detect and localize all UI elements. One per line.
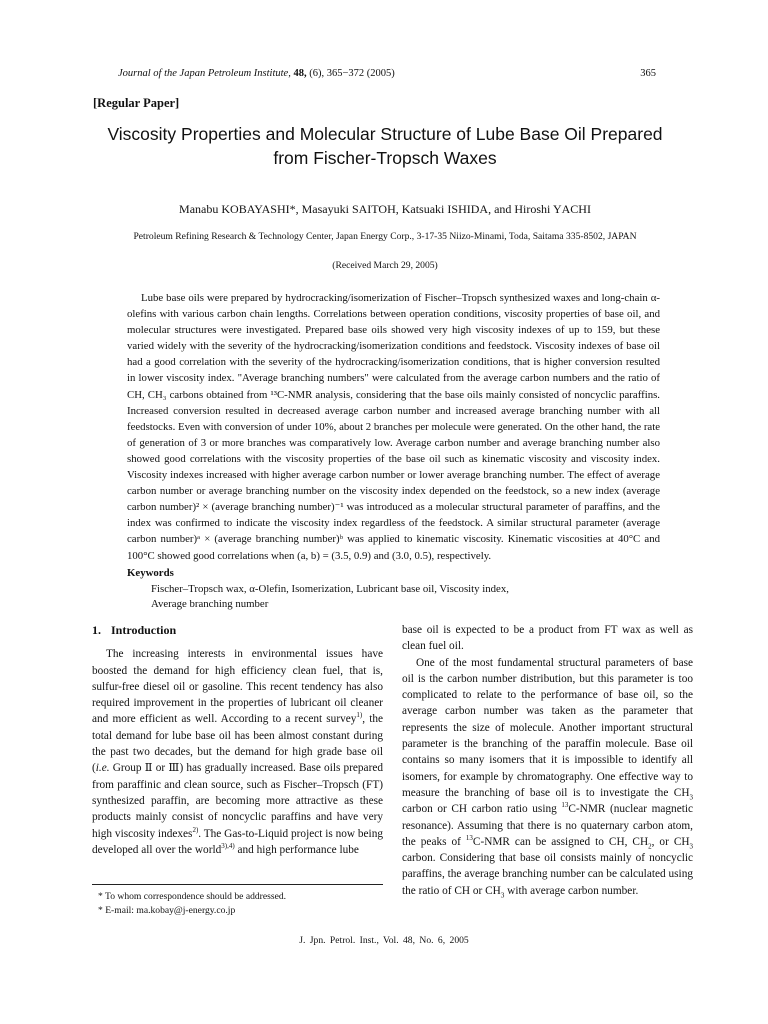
keywords-line: Fischer–Tropsch wax, α-Olefin, Isomerization, Lubricant base oil, Viscosity index, — [151, 582, 509, 595]
column-left — [92, 622, 383, 858]
paper-type: [Regular Paper] — [93, 96, 180, 110]
keywords-heading: Keywords — [127, 567, 174, 579]
footnote: * To whom correspondence should be addressed. — [98, 891, 287, 902]
affiliation: Petroleum Refining Research & Technology Center, Japan Energy Corp., 3-17-35 Niizo-Minami, Toda, Saitama 335-8502, JAPAN — [133, 231, 637, 242]
section-heading-introduction: 1. Introduction — [92, 623, 177, 637]
keywords-line: Average branching number — [151, 598, 269, 610]
intro-paragraph: The increasing interests in environmental issues have boosted the demand for high efficiency clean fuel, that is, sulfur-free diesel oil or gasoline. This recent tendency has also required improvement in the properties of lubricant oil cleaner and more efficient as well. According to a recent survey$^{1)}$, the total demand for lube base oil has been almost constant during the past two decades, but the demand for high grade base oil (i.e. Group Ⅱ or Ⅲ) has gradually increased. Base oils prepared from paraffinic and clean source, such as Fischer–Tropsch (FT) synthesized paraffin, are becoming more attractive as these products mainly consist of noncyclic paraffins and have very high viscosity indexes$^{2)}$. The Gas-to-Liquid project is now being developed all over the world$^{3),4)}$ and high performance lube — [92, 648, 383, 856]
page-footer: J. Jpn. Petrol. Inst., Vol. 48, No. 6, 2005 — [299, 935, 469, 946]
footnotes — [92, 890, 383, 918]
keywords-block — [127, 566, 660, 613]
footnote-divider — [92, 884, 383, 885]
footnote: * E-mail: ma.kobay@j-energy.co.jp — [98, 905, 236, 916]
intro-paragraph-continued: base oil is expected to be a product from FT wax as well as clean fuel oil. — [402, 624, 693, 653]
received-date: (Received March 29, 2005) — [332, 260, 438, 271]
abstract — [127, 290, 660, 564]
author-list: Manabu KOBAYASHI*, Masayuki SAITOH, Katsuaki ISHIDA, and Hiroshi YACHI — [179, 202, 591, 216]
intro-paragraph: One of the most fundamental structural parameters of base oil is the carbon number distribution, but this parameter is too complicated to relate to the performance of base oil, so the average carbon number was taken as the parameter that represents the size of molecule. Another important structural parameter is the branching of the paraffin molecule. Base oil contains so many isomers that it is impossible to identify all isomers, for example by chromatography. One effective way to measure the branching of base oil is to investigate the $CH_3$ carbon or CH carbon ratio using $^{13}$C-NMR (nuclear magnetic resonance). Assuming that there is no quaternary carbon atom, the peaks of $^{13}$C-NMR can be assigned to CH, $CH_2$, or $CH_3$ carbon. Considering that base oil consists mainly of noncyclic paraffins, the average branching number can be calculated using the ratio of CH or $CH_3$ with average carbon number. — [402, 656, 694, 899]
journal-citation: Journal of the Japan Petroleum Institute, 48, (6), 365−372 (2005) — [118, 68, 395, 79]
column-right — [402, 622, 693, 899]
abstract-text: Lube base oils were prepared by hydrocracking/isomerization of Fischer–Tropsch synthesized waxes and long-chain α-olefins with various carbon chain lengths. Correlations between operation conditions, viscosity properties of base oil, and molecular structures were investigated. Prepared base oils showed very high viscosity indexes of up to 159, but these varied widely with the severity of the hydrocracking/isomerization conditions and feedstock. Viscosity indexes of base oil had a good correlation with the severity of the hydrocracking/isomerization conditions, that is higher conversion resulted in lower viscosity index. "Average branching numbers" were calculated from the average carbon numbers and the ratio of CH, CH₃ carbons obtained from ¹³C-NMR analysis, considering that the base oils mainly consisted of noncyclic paraffins. Increased conversion resulted in decreased average carbon number and increased average branching number with all feedstocks. Even with conversion of under 10%, about 2 branches per molecule were generated. On the other hand, the rate of generation of 3 or more branches was comparatively low. Average carbon number and average branching number also showed good correlations with the viscosity properties of the base oil such as kinematic viscosity and viscosity index. Viscosity indexes increased with higher average carbon number or lower average branching number. The effect of average carbon number or average branching number on the viscosity index depended on the feedstock, so a new index (average carbon number)² × (average branching number)⁻¹ was introduced as a molecular structural parameter of paraffins, and the index was confirmed to indicate the viscosity index regardless of the feedstock. A similar structural parameter (average carbon number)ᵃ × (average branching number)ᵇ was applied to kinematic viscosity. Kinematic viscosities at 40°C and 100°C showed good correlations when (a, b) = (3.5, 0.9) and (3.0, 0.5), respectively. — [127, 292, 660, 562]
page-number: 365 — [640, 68, 656, 79]
paper-title: Viscosity Properties and Molecular Structure of Lube Base Oil Prepared from Fischer-Tropsch Waxes — [107, 124, 663, 168]
running-head — [118, 68, 656, 79]
